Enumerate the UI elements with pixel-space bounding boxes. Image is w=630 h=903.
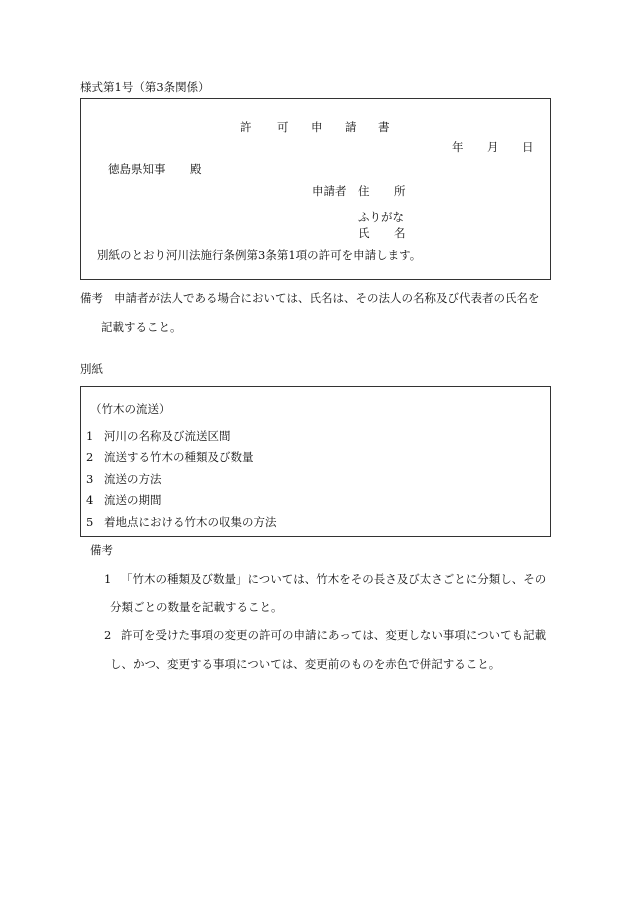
list-item: 流送の期間 (104, 493, 162, 507)
remarks-text-line2: 記載すること。 (101, 320, 182, 334)
applicant-label: 申請者 (312, 184, 347, 198)
remarks-text-line1: 申請者が法人である場合においては、氏名は、その法人の名称及び代表者の氏名を (114, 291, 540, 305)
list-item-number: 1 (86, 429, 94, 443)
note-text-line2: 分類ごとの数量を記載すること。 (110, 600, 283, 614)
date-month-label: 月 (487, 140, 499, 154)
addressee: 徳島県知事 (108, 162, 166, 176)
list-item: 流送の方法 (104, 472, 162, 486)
list-item-number: 3 (86, 472, 94, 486)
note-number: 1 (104, 572, 112, 586)
title-char: 可 (277, 120, 289, 134)
note-text-line1: 許可を受けた事項の変更の許可の申請にあっては、変更しない事項についても記載 (121, 628, 547, 642)
furigana-label: ふりがな (358, 210, 404, 224)
note-text-line2: し、かつ、変更する事項については、変更前のものを赤色で併記すること。 (110, 657, 501, 671)
address-label-char: 所 (394, 184, 406, 198)
request-text: 別紙のとおり河川法施行条例第3条第1項の許可を申請します。 (97, 248, 422, 262)
note-text-line1: 「竹木の種類及び数量」については、竹木をその長さ及び太さごとに分類し、その (121, 572, 547, 586)
attachment-label: 別紙 (80, 362, 103, 376)
date-year-label: 年 (452, 140, 464, 154)
form-number: 様式第1号（第3条関係） (80, 80, 210, 94)
name-label-char: 氏 (358, 226, 370, 240)
list-item-number: 4 (86, 493, 94, 507)
notes-label: 備考 (90, 543, 113, 557)
title-char: 書 (378, 120, 390, 134)
list-item: 流送する竹木の種類及び数量 (104, 450, 254, 464)
date-day-label: 日 (522, 140, 534, 154)
note-number: 2 (104, 628, 112, 642)
remarks-label: 備考 (80, 291, 103, 305)
title-char: 申 (311, 120, 323, 134)
list-item-number: 2 (86, 450, 94, 464)
name-label-char: 名 (394, 226, 406, 240)
list-item: 河川の名称及び流送区間 (104, 429, 231, 443)
attachment-heading: （竹木の流送） (90, 402, 171, 416)
title-char: 請 (345, 120, 357, 134)
title-char: 許 (240, 120, 252, 134)
honorific: 殿 (190, 162, 202, 176)
list-item: 着地点における竹木の収集の方法 (104, 515, 277, 529)
address-label-char: 住 (358, 184, 370, 198)
list-item-number: 5 (86, 515, 94, 529)
